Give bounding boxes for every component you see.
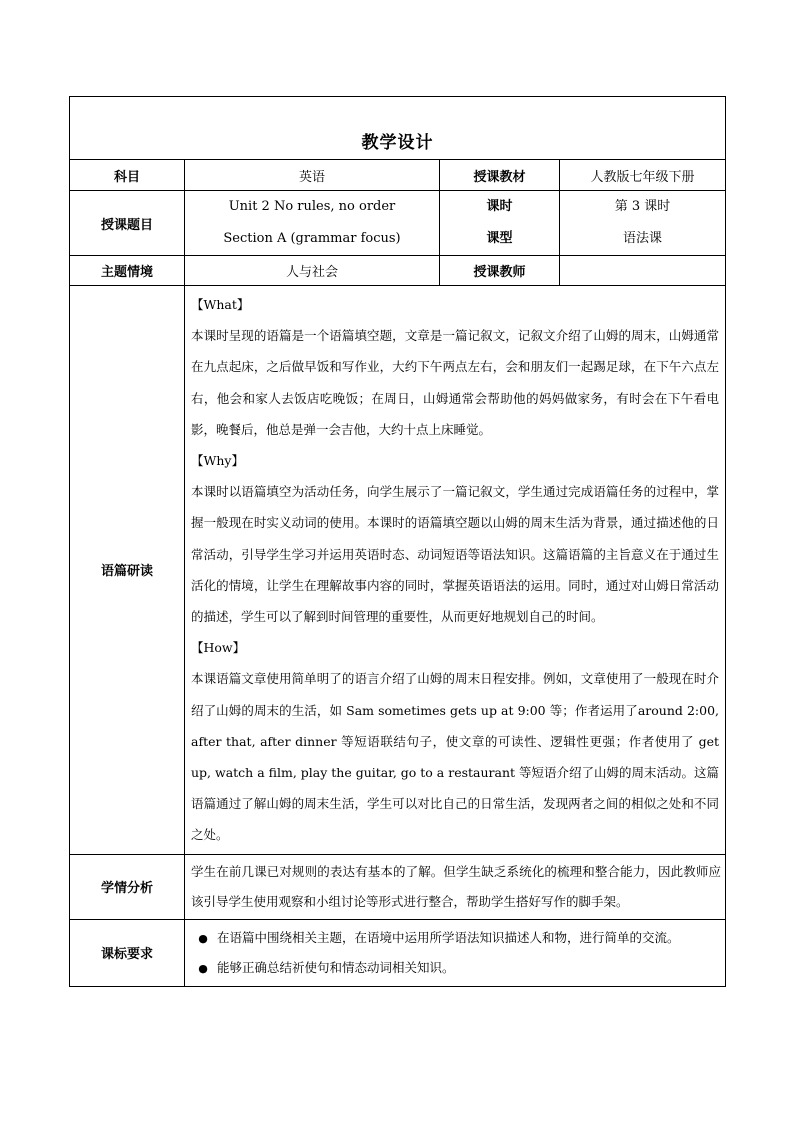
how-text: 本课语篇文章使用简单明了的语言介绍了山姆的周末日程安排。例如，文章使用了一般现在时介绍了山姆的周末的生活，如 Sam sometimes gets up at 9:00 等；作者运用了around 2:00, after that, after dinner 等短语联结句子，使文章的可读性、逻辑性更强；作者使用了 get up, watch a film, play the guitar, go to a restaurant 等短语介绍了山姆的周末活动。这篇语篇通过了解山姆的周末生活，学生可以对比自己的日常生活，发现两者之间的相似之处和不同之处。 xyxy=(191,671,720,843)
textbook-value: 人教版七年级下册 xyxy=(560,160,726,191)
document-title-cell xyxy=(70,97,726,160)
why-text: 本课时以语篇填空为活动任务，向学生展示了一篇记叙文，学生通过完成语篇任务的过程中，掌握一般现在时实义动词的使用。本课时的语篇填空题以山姆的周末生活为背景，通过描述他的日常活动，引导学生学习并运用英语时态、动词短语等语法知识。这篇语篇的主旨意义在于通过生活化的情境，让学生在理解故事内容的同时，掌握英语语法的运用。同时，通过对山姆日常活动的描述，学生可以了解到时间管理的重要性，从而更好地规划自己的时间。 xyxy=(191,484,719,625)
teacher-value xyxy=(560,256,726,286)
period-type-labels xyxy=(440,191,560,256)
textbook-label: 授课教材 xyxy=(440,160,560,191)
topic-line-2: Section A (grammar focus) xyxy=(223,231,401,246)
document-title: 教学设计 xyxy=(361,133,434,153)
type-label: 课型 xyxy=(486,231,513,246)
topic-line-1: Unit 2 No rules, no order xyxy=(228,199,396,214)
learner-analysis-content xyxy=(185,854,726,919)
bullet-icon: ● xyxy=(198,931,208,945)
what-heading: 【What】 xyxy=(191,297,250,312)
curriculum-requirements-content xyxy=(185,919,726,986)
bullet-icon: ● xyxy=(198,961,208,975)
theme-label: 主题情境 xyxy=(70,256,185,286)
period-type-values xyxy=(560,191,726,256)
requirements-list xyxy=(185,920,725,986)
period-value: 第 3 课时 xyxy=(614,199,671,214)
learner-analysis-label: 学情分析 xyxy=(70,854,185,919)
type-value: 语法课 xyxy=(622,231,662,246)
lesson-plan-table xyxy=(69,96,726,987)
period-label: 课时 xyxy=(486,199,513,214)
topic-value xyxy=(185,191,440,256)
subject-label: 科目 xyxy=(70,160,185,191)
theme-value: 人与社会 xyxy=(185,256,440,286)
text-analysis-content xyxy=(185,286,726,855)
what-text: 本课时呈现的语篇是一个语篇填空题，文章是一篇记叙文，记叙文介绍了山姆的周末，山姆通常在九点起床，之后做早饭和写作业，大约下午两点左右，会和朋友们一起踢足球，在下午六点左右，他会和家人去饭店吃晚饭；在周日，山姆通常会帮助他的妈妈做家务，有时会在下午看电影，晚餐后，他总是弹一会吉他，大约十点上床睡觉。 xyxy=(191,328,719,437)
curriculum-requirements-label: 课标要求 xyxy=(70,919,185,986)
text-analysis-label: 语篇研读 xyxy=(70,286,185,855)
topic-label: 授课题目 xyxy=(70,191,185,256)
how-heading: 【How】 xyxy=(191,640,246,656)
list-item xyxy=(189,923,721,953)
requirement-text: 在语篇中围绕相关主题，在语境中运用所学语法知识描述人和物，进行简单的交流。 xyxy=(217,929,680,945)
list-item xyxy=(189,953,721,983)
teacher-label: 授课教师 xyxy=(440,256,560,286)
subject-value: 英语 xyxy=(185,160,440,191)
learner-analysis-text: 学生在前几课已对规则的表达有基本的了解。但学生缺乏系统化的梳理和整合能力，因此教师应该引导学生使用观察和小组讨论等形式进行整合，帮助学生搭好写作的脚手架。 xyxy=(191,863,721,909)
why-heading: 【Why】 xyxy=(191,453,244,469)
requirement-text: 能够正确总结祈使句和情态动词相关知识。 xyxy=(217,959,455,975)
